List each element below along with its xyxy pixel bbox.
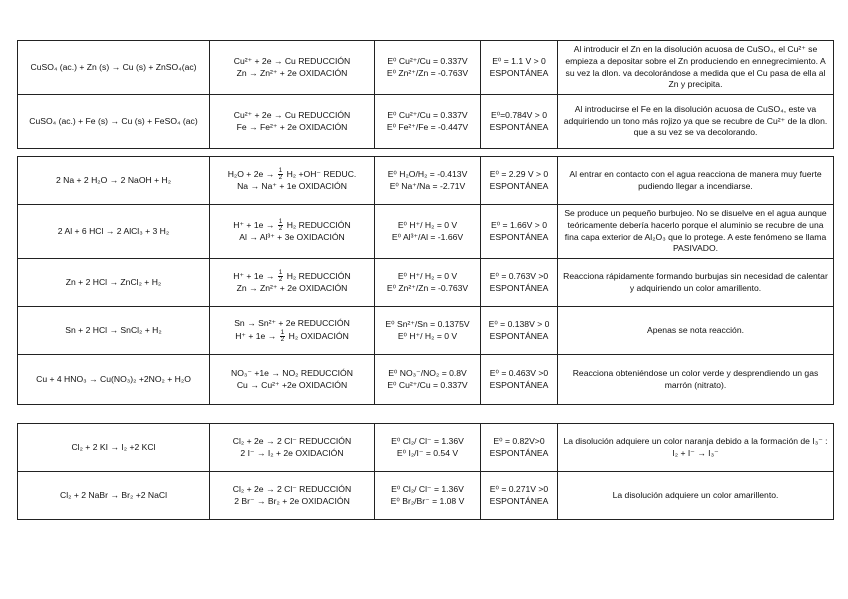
table-row [18, 157, 834, 205]
reaction-cell [18, 472, 210, 520]
potential-2: E⁰ Br₂/Br⁻ = 1.08 V [390, 495, 465, 506]
observation-cell [558, 259, 834, 307]
cell-potential-cell [481, 472, 558, 520]
reduction-half: Sn → Sn²⁺ + 2e REDUCCIÓN [234, 318, 350, 329]
reaction-equation: Cu + 4 HNO₃ → Cu(NO₃)₂ +2NO₂ + H₂O [36, 373, 191, 384]
potential-2: E⁰ Zn²⁺/Zn = -0.763V [386, 67, 469, 78]
cell-potential-cell [481, 259, 558, 307]
observation-cell [558, 41, 834, 95]
half-text: H₂ +OH⁻ REDUC. [286, 168, 357, 179]
half-text: H₂O + 2e → [227, 168, 275, 179]
reaction-cell [18, 205, 210, 259]
oxidation-half: 2 Br⁻ → Br₂ + 2e OXIDACIÓN [234, 495, 350, 506]
reaction-cell [18, 95, 210, 149]
half-reactions-cell [210, 41, 375, 95]
oxidation-half: Fe → Fe²⁺ + 2e OXIDACIÓN [236, 121, 348, 132]
oxidation-half: 2 I⁻ → I₂ + 2e OXIDACIÓN [240, 447, 344, 458]
reduction-half: NO₃⁻ +1e → NO₂ REDUCCIÓN [231, 367, 353, 378]
half-text: H⁺ + 1e → [235, 330, 277, 341]
spontaneity: ESPONTÁNEA [489, 495, 549, 506]
potentials-cell [375, 424, 481, 472]
reaction-equation: 2 Al + 6 HCl → 2 AlCl₃ + 3 H₂ [57, 225, 170, 236]
half-text: H₂ REDUCCIÓN [286, 270, 351, 281]
potential-1: E⁰ Cl₂/ Cl⁻ = 1.36V [391, 483, 464, 494]
potentials-cell [375, 95, 481, 149]
spontaneity: ESPONTÁNEA [489, 282, 549, 293]
potentials-cell [375, 259, 481, 307]
observation: Apenas se nota reacción. [647, 324, 744, 335]
half-text: H⁺ + 1e → [233, 219, 275, 230]
half-reactions-cell [210, 472, 375, 520]
half-text: H₂ REDUCCIÓN [286, 219, 351, 230]
reaction-equation: Sn + 2 HCl → SnCl₂ + H₂ [65, 324, 162, 335]
observation: Al entrar en contacto con el agua reacciona de manera muy fuerte pudiendo llegar a incendiarse. [569, 168, 822, 191]
fraction-numerator: 1 [278, 269, 283, 277]
fraction-one-half [278, 168, 284, 181]
cell-potential: E⁰=0.784V > 0 [490, 109, 547, 120]
fraction-one-half [278, 219, 284, 232]
half-text: H⁺ + 1e → [233, 270, 275, 281]
cell-potential-cell [481, 355, 558, 405]
reaction-cell [18, 355, 210, 405]
table-row [18, 205, 834, 259]
cell-potential-cell [481, 424, 558, 472]
spontaneity: ESPONTÁNEA [489, 447, 549, 458]
potential-1: E⁰ Cu²⁺/Cu = 0.337V [387, 109, 468, 120]
potential-1: E⁰ Cu²⁺/Cu = 0.337V [387, 55, 468, 66]
fraction-numerator: 1 [278, 167, 283, 175]
oxidation-half [213, 330, 371, 343]
spontaneity: ESPONTÁNEA [489, 67, 549, 78]
oxidation-half: Zn → Zn²⁺ + 2e OXIDACIÓN [236, 283, 348, 294]
reduction-half [213, 219, 371, 232]
cell-potential-cell [481, 41, 558, 95]
potential-1: E⁰ Cl₂/ Cl⁻ = 1.36V [391, 435, 464, 446]
observation-cell [558, 472, 834, 520]
observation: Reacciona rápidamente formando burbujas sin necesidad de calentar y adquiriendo un color amarillento. [563, 270, 828, 293]
observation-cell [558, 205, 834, 259]
cell-potential-cell [481, 205, 558, 259]
potential-2: E⁰ Zn²⁺/Zn = -0.763V [386, 282, 469, 293]
table-row [18, 95, 834, 149]
table-row [18, 424, 834, 472]
fraction-denominator: 2 [278, 276, 283, 284]
observation-cell [558, 307, 834, 355]
table-row [18, 307, 834, 355]
reduction-half [213, 270, 371, 283]
potential-1: E⁰ H⁺/ H₂ = 0 V [397, 219, 458, 230]
cell-potential-cell [481, 307, 558, 355]
cell-potential-cell [481, 157, 558, 205]
potential-2: E⁰ Na⁺/Na = -2.71V [389, 180, 466, 191]
observation: Se produce un pequeño burbujeo. No se disuelve en el agua aunque teóricamente debería hacerlo porque el aluminio se recubre de una fina capa exterior de Al₂O₃ que lo protege. A este fenómeno se llama PASIVADO. [564, 208, 827, 254]
cell-potential: E⁰ = 1.66V > 0 [490, 219, 547, 230]
cell-potential: E⁰ = 0.82V>0 [493, 435, 545, 446]
reaction-equation: CuSO₄ (ac.) + Fe (s) → Cu (s) + FeSO₄ (ac) [29, 115, 198, 126]
cell-potential: E⁰ = 0.138V > 0 [488, 318, 550, 329]
reaction-equation: Cl₂ + 2 KI → I₂ +2 KCl [71, 441, 156, 452]
table-copper-sulfate [17, 40, 834, 149]
potential-1: E⁰ H⁺/ H₂ = 0 V [397, 270, 458, 281]
fraction-numerator: 1 [280, 328, 285, 336]
fraction-denominator: 2 [280, 335, 285, 343]
fraction-denominator: 2 [278, 225, 283, 233]
table-row [18, 259, 834, 307]
potentials-cell [375, 472, 481, 520]
table-metals-acids [17, 156, 834, 405]
table-row [18, 41, 834, 95]
table-row [18, 355, 834, 405]
spontaneity: ESPONTÁNEA [489, 231, 549, 242]
observation: La disolución adquiere un color naranja debido a la formación de I₃⁻ : I₂ + I⁻ → I₃⁻ [563, 435, 828, 458]
reduction-half: Cl₂ + 2e → 2 Cl⁻ REDUCCIÓN [232, 483, 352, 494]
reaction-equation: Cl₂ + 2 NaBr → Br₂ +2 NaCl [60, 489, 167, 500]
potential-2: E⁰ I₂/I⁻ = 0.54 V [396, 447, 459, 458]
cell-potential: E⁰ = 0.271V >0 [489, 483, 549, 494]
oxidation-half: Cu → Cu²⁺ +2e OXIDACIÓN [236, 379, 348, 390]
table-halogens [17, 423, 834, 520]
cell-potential: E⁰ = 0.463V >0 [489, 367, 549, 378]
table-row [18, 472, 834, 520]
half-reactions-cell [210, 205, 375, 259]
observation-cell [558, 355, 834, 405]
reaction-cell [18, 307, 210, 355]
reaction-equation: 2 Na + 2 H₂O → 2 NaOH + H₂ [55, 174, 172, 185]
fraction-one-half [280, 330, 286, 343]
observation: Reacciona obteniéndose un color verde y desprendiendo un gas marrón (nitrato). [572, 367, 819, 390]
fraction-one-half [278, 270, 284, 283]
observation: Al introducir el Zn en la disolución acuosa de CuSO₄, el Cu²⁺ se empieza a depositar sobre el Zn produciendo en ennegrecimiento. A su vez la dlon. va decolorándose a medida que el Cu pasa de ella al Zn y precipita. [565, 44, 826, 90]
reaction-cell [18, 424, 210, 472]
observation-cell [558, 424, 834, 472]
reaction-cell [18, 157, 210, 205]
cell-potential: E⁰ = 1.1 V > 0 [492, 55, 546, 66]
half-reactions-cell [210, 307, 375, 355]
reaction-cell [18, 41, 210, 95]
potentials-cell [375, 157, 481, 205]
potentials-cell [375, 355, 481, 405]
half-reactions-cell [210, 355, 375, 405]
potential-1: E⁰ H₂O/H₂ = -0.413V [387, 168, 468, 179]
potential-2: E⁰ Fe²⁺/Fe = -0.447V [386, 121, 469, 132]
oxidation-half: Na → Na⁺ + 1e OXIDACIÓN [237, 181, 347, 192]
observation: La disolución adquiere un color amarillento. [612, 489, 779, 500]
potential-2: E⁰ H⁺/ H₂ = 0 V [397, 330, 458, 341]
spontaneity: ESPONTÁNEA [489, 180, 549, 191]
spontaneity: ESPONTÁNEA [489, 379, 549, 390]
reduction-half [213, 168, 371, 181]
spontaneity: ESPONTÁNEA [489, 121, 549, 132]
fraction-denominator: 2 [278, 174, 283, 182]
potentials-cell [375, 307, 481, 355]
half-reactions-cell [210, 157, 375, 205]
reaction-equation: Zn + 2 HCl → ZnCl₂ + H₂ [65, 276, 162, 287]
fraction-numerator: 1 [278, 218, 283, 226]
observation-cell [558, 95, 834, 149]
half-reactions-cell [210, 95, 375, 149]
potential-2: E⁰ Cu²⁺/Cu = 0.337V [387, 379, 468, 390]
observation-cell [558, 157, 834, 205]
potential-2: E⁰ Al³⁺/Al = -1.66V [391, 231, 464, 242]
half-reactions-cell [210, 424, 375, 472]
half-text: H₂ OXIDACIÓN [288, 330, 349, 341]
observation: Al introducirse el Fe en la disolución acuosa de CuSO₄, este va adquiriendo un tono más rojizo ya que se recubre de Cu²⁺ de la dlon. que a su vez se va decolorando. [563, 104, 828, 138]
oxidation-half: Al → Al³⁺ + 3e OXIDACIÓN [239, 232, 345, 243]
potentials-cell [375, 205, 481, 259]
cell-potential: E⁰ = 2.29 V > 0 [489, 168, 549, 179]
oxidation-half: Zn → Zn²⁺ + 2e OXIDACIÓN [236, 67, 348, 78]
reduction-half: Cl₂ + 2e → 2 Cl⁻ REDUCCIÓN [232, 435, 352, 446]
cell-potential: E⁰ = 0.763V >0 [489, 270, 549, 281]
cell-potential-cell [481, 95, 558, 149]
potential-1: E⁰ NO₃⁻/NO₂ = 0.8V [388, 367, 467, 378]
reaction-cell [18, 259, 210, 307]
potential-1: E⁰ Sn²⁺/Sn = 0.1375V [385, 318, 470, 329]
potentials-cell [375, 41, 481, 95]
spontaneity: ESPONTÁNEA [489, 330, 549, 341]
half-reactions-cell [210, 259, 375, 307]
reaction-equation: CuSO₄ (ac.) + Zn (s) → Cu (s) + ZnSO₄(ac) [30, 61, 197, 72]
reduction-half: Cu²⁺ + 2e → Cu REDUCCIÓN [233, 55, 351, 66]
reduction-half: Cu²⁺ + 2e → Cu REDUCCIÓN [233, 109, 351, 120]
